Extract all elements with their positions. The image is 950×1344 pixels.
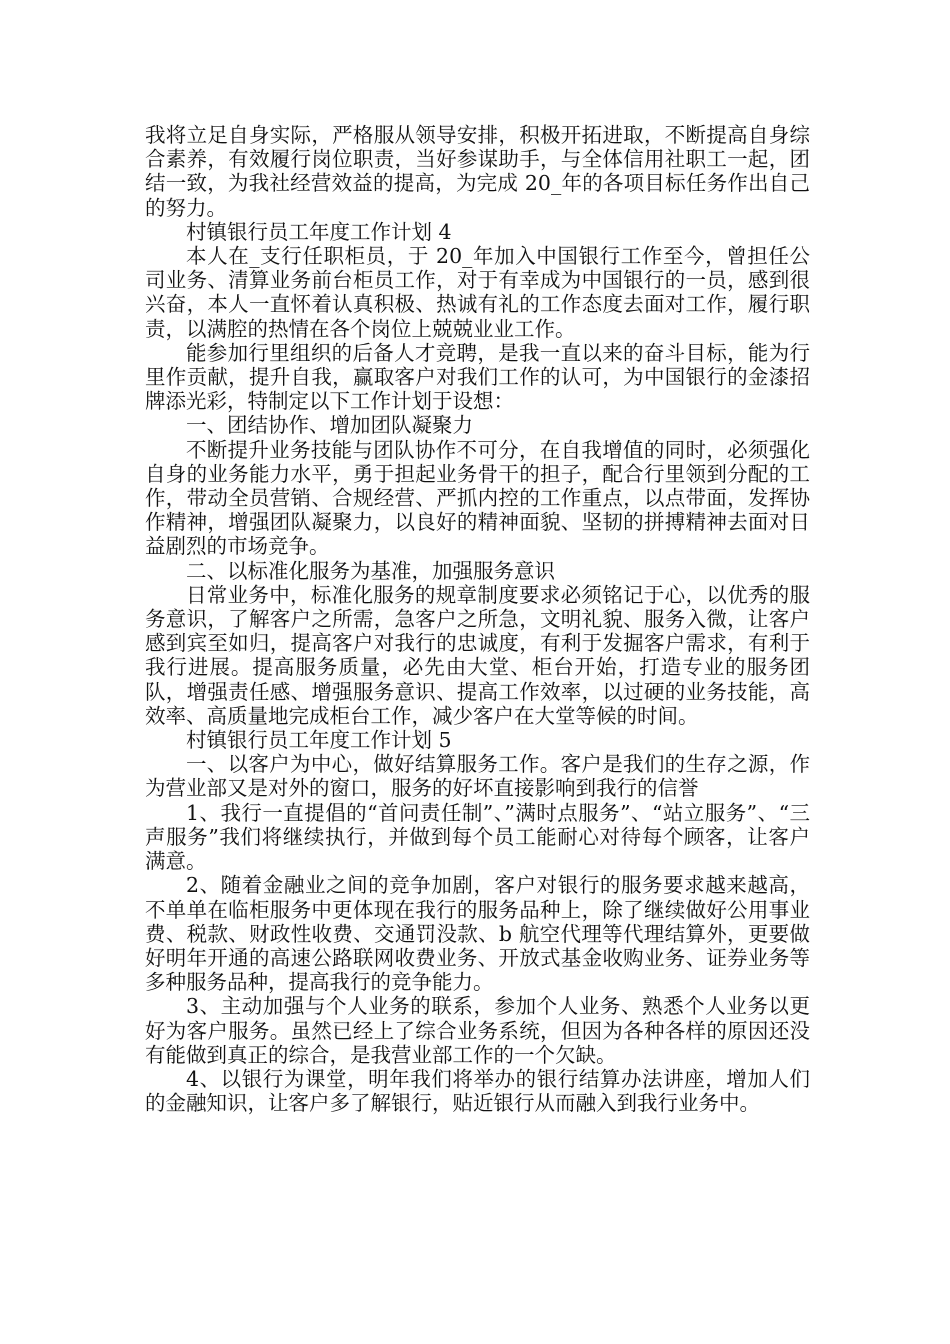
paragraph-teamwork: 不断提升业务技能与团队协作不可分，在自我增值的同时，必须强化自身的业务能力水平，勇于担起业务骨干的担子，配合行里领到分配的工作，带动全员营销、合规经营、严抓内控的工作重点，以点带面，发挥协作精神，增强团队凝聚力，以良好的精神面貌、坚韧的拼搏精神去面对日益剧烈的市场竞争。 xyxy=(145,437,810,559)
paragraph-item-2: 2、随着金融业之间的竞争加剧，客户对银行的服务要求越来越高，不单单在临柜服务中更体现在我行的服务品种上，除了继续做好公用事业费、税款、财政性收费、交通罚没款、b 航空代理等代理结算外，更要做好明年开通的高速公路联网收费业务、开放式基金收购业务、证券业务等多种服务品种，提高我行的竞争能力。 xyxy=(145,873,810,995)
paragraph-self-introduction: 本人在_支行任职柜员，于 20_年加入中国银行工作至今，曾担任公司业务、清算业务前台柜员工作，对于有幸成为中国银行的一员，感到很兴奋，本人一直怀着认真积极、热诚有礼的工作态度去面对工作，履行职责，以满腔的热情在各个岗位上兢兢业业工作。 xyxy=(145,244,810,341)
document-page xyxy=(145,123,810,1115)
paragraph-item-4: 4、以银行为课堂，明年我们将举办的银行结算办法讲座，增加人们的金融知识，让客户多了解银行，贴近银行从而融入到我行业务中。 xyxy=(145,1066,810,1116)
paragraph-service-standard: 日常业务中，标准化服务的规章制度要求必须铭记于心，以优秀的服务意识，了解客户之所需，急客户之所急，文明礼貌、服务入微，让客户感到宾至如归，提高客户对我行的忠诚度，有利于发掘客户需求，有利于我行进展。提高服务质量，必先由大堂、柜台开始，打造专业的服务团队，增强责任感、增强服务意识、提高工作效率，以过硬的业务技能，高效率、高质量地完成柜台工作，减少客户在大堂等候的时间。 xyxy=(145,582,810,728)
subheading-service-standard: 二、以标准化服务为基准，加强服务意识 xyxy=(186,558,555,583)
subheading-teamwork: 一、团结协作、增加团队凝聚力 xyxy=(186,413,473,438)
section-title-plan-5: 村镇银行员工年度工作计划 5 xyxy=(186,728,452,753)
paragraph-item-1: 1、我行一直提倡的“首问责任制”、”满时点服务”、“站立服务”、“三声服务”我们将继续执行，并做到每个员工能耐心对待每个顾客，让客户满意。 xyxy=(145,800,810,874)
paragraph-customer-center: 一、以客户为中心，做好结算服务工作。客户是我们的生存之源，作为营业部又是对外的窗口，服务的好坏直接影响到我行的信誉 xyxy=(145,752,810,801)
paragraph-item-3: 3、主动加强与个人业务的联系，参加个人业务、熟悉个人业务以更好为客户服务。虽然已经上了综合业务系统，但因为各种各样的原因还没有能做到真正的综合，是我营业部工作的一个欠缺。 xyxy=(145,994,810,1067)
paragraph-goal: 能参加行里组织的后备人才竞聘，是我一直以来的奋斗目标，能为行里作贡献，提升自我，赢取客户对我们工作的认可，为中国银行的金漆招牌添光彩，特制定以下工作计划于设想： xyxy=(145,340,810,414)
paragraph-intro: 我将立足自身实际，严格服从领导安排，积极开拓进取，不断提高自身综合素养，有效履行岗位职责，当好参谋助手，与全体信用社职工一起，团结一致，为我社经营效益的提高，为完成 20_年的各项目标任务作出自己的努力。 xyxy=(145,123,810,220)
section-title-plan-4: 村镇银行员工年度工作计划 4 xyxy=(186,219,452,244)
